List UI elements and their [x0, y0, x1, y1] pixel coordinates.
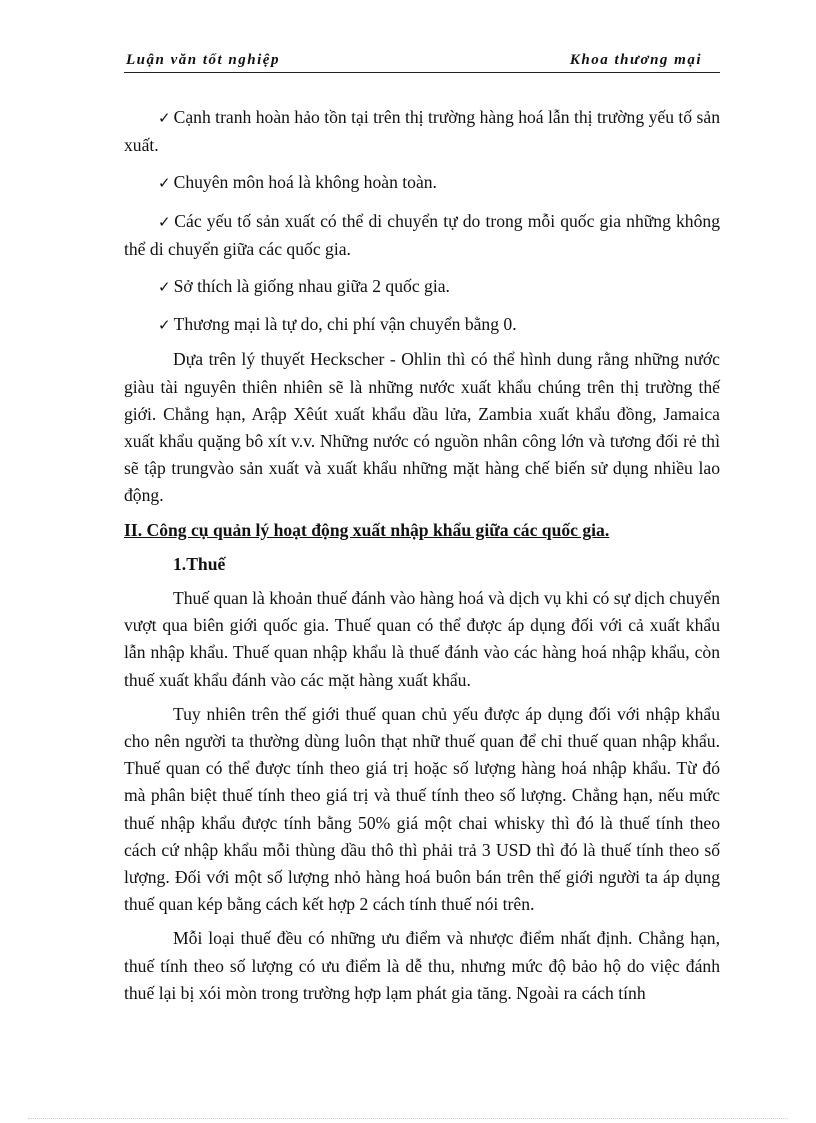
checkmark-icon: ✓: [158, 278, 171, 297]
bullet-item: ✓ Cạnh tranh hoàn hảo tồn tại trên thị trường hàng hoá lẫn thị trường yếu tố sản xuất.: [124, 107, 720, 156]
header-faculty: Khoa thương mại: [569, 52, 702, 68]
page-bottom-divider: [28, 1118, 788, 1119]
paragraph-heckscher-ohlin: Dựa trên lý thuyết Heckscher - Ohlin thì có thể hình dung rằng những nước giàu tài nguyên thiên nhiên sẽ là những nước xuất khẩu chúng trên thị trường thế giới. Chẳng hạn, Arập Xêút xuất khẩu dầu lửa, Zambia xuất khẩu đồng, Jamaica xuất khẩu quặng bô xít v.v. Những nước có nguồn nhân công lớn và tương đối rẻ thì sẽ tập trungvào sản xuất và xuất khẩu những mặt hàng chế biến sử dụng nhiều lao động.: [124, 349, 720, 506]
page-header: [124, 52, 720, 73]
bullet-item: ✓ Sở thích là giống nhau giữa 2 quốc gia.: [158, 276, 450, 297]
bullet-item: ✓ Chuyên môn hoá là không hoàn toàn.: [158, 172, 437, 193]
bullet-item: ✓ Các yếu tố sản xuất có thể di chuyển tự do trong mỗi quốc gia những không thể di chuyển giữa các quốc gia.: [124, 210, 720, 259]
paragraph: Mỗi loại thuế đều có những ưu điểm và nhược điểm nhất định. Chẳng hạn, thuế tính theo số lượng có ưu điểm là dễ thu, nhưng mức độ bảo hộ do việc đánh thuế lại bị xói mòn trong trường hợp lạm phát gia tăng. Ngoài ra cách tính: [124, 928, 720, 1003]
paragraph: Tuy nhiên trên thế giới thuế quan chủ yếu được áp dụng đối với nhập khẩu cho nên người ta thường dùng luôn thạt nhữ thuế quan để chỉ thuế quan nhập khẩu. Thuế quan có thể được tính theo giá trị hoặc số lượng hàng hoá nhập khẩu. Từ đó mà phân biệt thuế tính theo giá trị và thuế tính theo số lượng. Chẳng hạn, nếu mức thuế nhập khẩu được tính bằng 50% giá một chai whisky thì đó là thuế tính theo cách cứ nhập khẩu mỗi thùng dầu thô thì phải trả 3 USD thì đó là thuế tính theo số lượng. Đối với một số lượng nhỏ hàng hoá buôn bán trên thế giới người ta áp dụng thuế quan kép bằng cách kết hợp 2 cách tính thuế nói trên.: [124, 703, 720, 915]
checkmark-icon: ✓: [158, 212, 172, 231]
bullet-item: ✓ Thương mại là tự do, chi phí vận chuyển bằng 0.: [158, 314, 517, 335]
paragraph: Thuế quan là khoản thuế đánh vào hàng hoá và dịch vụ khi có sự dịch chuyển vượt qua biên giới quốc gia. Thuế quan có thể được áp dụng đối với cả xuất khẩu lẫn nhập khẩu. Thuế quan nhập khẩu là thuế đánh vào các hàng hoá nhập khẩu, còn thuế xuất khẩu đánh vào các mặt hàng xuất khẩu.: [124, 588, 720, 690]
document-body: [124, 104, 720, 1007]
header-thesis-title: Luận văn tốt nghiệp: [126, 52, 280, 68]
section-heading: II. Công cụ quản lý hoạt động xuất nhập khẩu giữa các quốc gia.: [124, 519, 610, 540]
checkmark-icon: ✓: [158, 109, 171, 127]
checkmark-icon: ✓: [158, 174, 171, 193]
checkmark-icon: ✓: [158, 316, 171, 335]
subsection-heading: 1.Thuế: [173, 553, 226, 574]
